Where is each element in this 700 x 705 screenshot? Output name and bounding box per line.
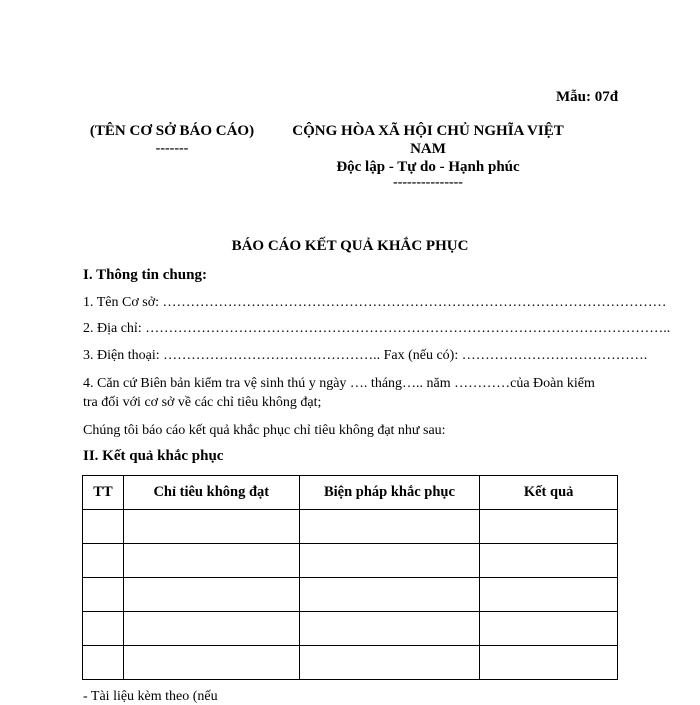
column-header-failed-criteria: Chỉ tiêu không đạt <box>123 476 299 510</box>
attachments-note: - Tài liệu kèm theo (nếu <box>83 689 218 704</box>
table-row <box>83 544 618 578</box>
facility-name-line: 1. Tên Cơ sở: ……………………………………………………………………………………………… <box>83 295 667 310</box>
table-cell[interactable] <box>123 646 299 680</box>
table-cell[interactable] <box>83 578 124 612</box>
column-header-result: Kết quả <box>480 476 618 510</box>
table-cell[interactable] <box>299 612 480 646</box>
table-row <box>83 578 618 612</box>
address-line: 2. Địa chỉ: ………………………………………………………………………………………………….. <box>83 321 671 336</box>
table-cell[interactable] <box>123 510 299 544</box>
table-cell[interactable] <box>299 578 480 612</box>
section1-heading: I. Thông tin chung: <box>83 267 207 283</box>
table-cell[interactable] <box>83 510 124 544</box>
organization-name-placeholder: (TÊN CƠ SỞ BÁO CÁO) <box>89 123 255 139</box>
table-row <box>83 612 618 646</box>
phone-fax-line: 3. Điện thoại: ……………………………………….. Fax (nếu có): …………………………………. <box>83 348 648 363</box>
column-header-index: TT <box>83 476 124 510</box>
national-title-line2: NAM <box>410 141 446 157</box>
table-cell[interactable] <box>480 612 618 646</box>
table-cell[interactable] <box>123 612 299 646</box>
table-cell[interactable] <box>299 646 480 680</box>
table-cell[interactable] <box>83 612 124 646</box>
table-cell[interactable] <box>480 646 618 680</box>
table-row <box>83 646 618 680</box>
results-table <box>82 475 618 680</box>
column-header-remedy: Biện pháp khắc phục <box>299 476 480 510</box>
national-motto: Độc lập - Tự do - Hạnh phúc <box>336 159 520 175</box>
report-intro: Chúng tôi báo cáo kết quả khắc phục chỉ tiêu không đạt như sau: <box>83 423 446 438</box>
table-cell[interactable] <box>480 544 618 578</box>
table-cell[interactable] <box>123 544 299 578</box>
report-title: BÁO CÁO KẾT QUẢ KHẮC PHỤC <box>231 238 469 254</box>
national-title-line1: CỘNG HÒA XÃ HỘI CHỦ NGHĨA VIỆT <box>292 123 564 139</box>
inspection-basis-line2: tra đối với cơ sở về các chỉ tiêu không đạt; <box>83 395 322 410</box>
form-code: Mẫu: 07đ <box>556 89 619 105</box>
table-cell[interactable] <box>480 510 618 544</box>
table-header-row <box>83 476 618 510</box>
table-cell[interactable] <box>299 544 480 578</box>
table-cell[interactable] <box>299 510 480 544</box>
table-cell[interactable] <box>83 646 124 680</box>
table-cell[interactable] <box>480 578 618 612</box>
table-row <box>83 510 618 544</box>
national-divider: --------------- <box>393 175 463 190</box>
organization-divider: ------- <box>155 141 189 156</box>
table-cell[interactable] <box>123 578 299 612</box>
table-cell[interactable] <box>83 544 124 578</box>
inspection-basis-line1: 4. Căn cứ Biên bản kiểm tra vệ sinh thú y ngày …. tháng….. năm …………của Đoàn kiểm <box>83 376 595 391</box>
section2-heading: II. Kết quả khắc phục <box>83 448 224 464</box>
